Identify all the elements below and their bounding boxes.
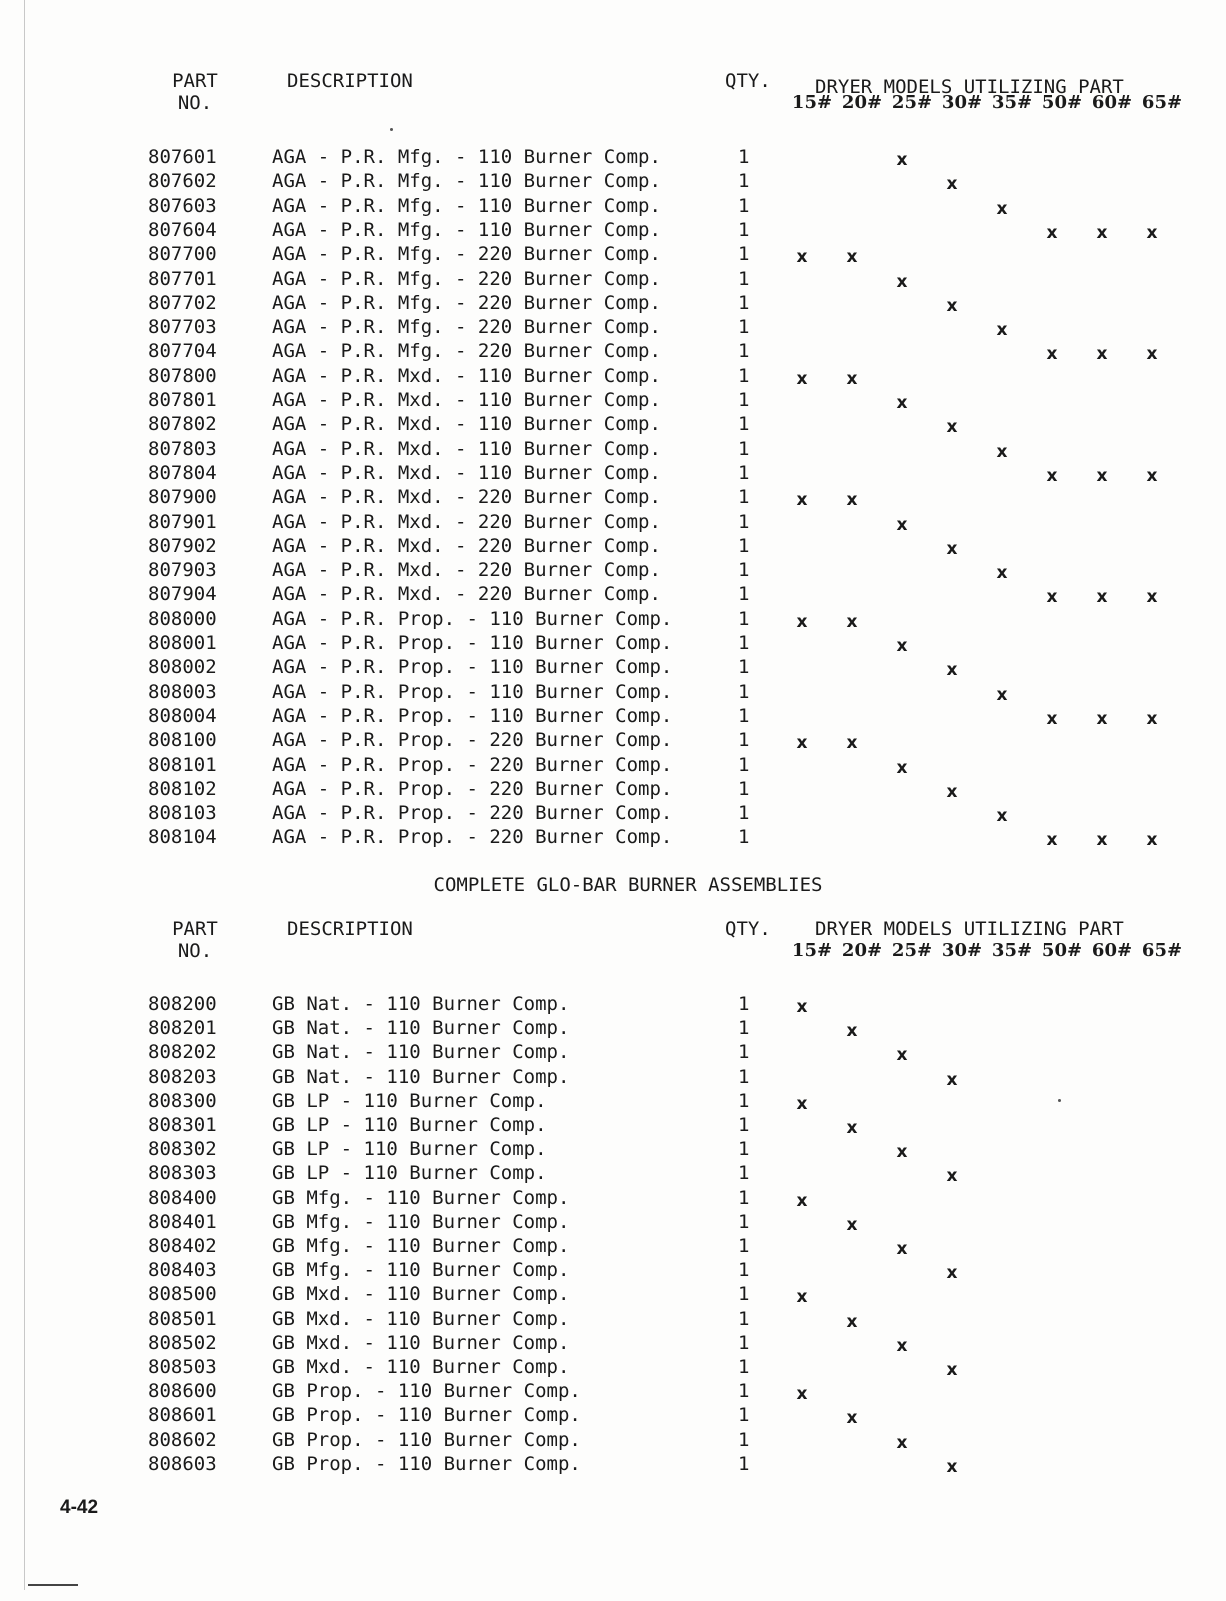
part-description: GB LP - 110 Burner Comp.: [272, 1138, 547, 1161]
part-description: GB Mfg. - 110 Burner Comp.: [272, 1210, 570, 1233]
quantity: 1: [738, 1259, 750, 1282]
table-row: [0, 1137, 1226, 1161]
quantity: 1: [738, 656, 750, 679]
model-mark-60: x: [1096, 587, 1108, 608]
table-row: [0, 1210, 1226, 1234]
quantity: 1: [738, 1114, 750, 1136]
table-row: [0, 1065, 1226, 1089]
part-number: 808100: [148, 729, 217, 752]
part-description: AGA - P.R. Mxd. - 220 Burner Comp.: [272, 510, 661, 533]
quantity: 1: [738, 1356, 750, 1378]
quantity: 1: [738, 583, 750, 606]
header-no: NO.: [177, 940, 213, 962]
part-description: GB Prop. - 110 Burner Comp.: [272, 1428, 581, 1451]
quantity: 1: [738, 607, 750, 630]
model-mark-60: x: [1096, 830, 1108, 851]
part-number: 808302: [148, 1138, 217, 1161]
table-row: [0, 169, 1226, 193]
model-mark-30: x: [946, 417, 958, 438]
model-mark-30: x: [946, 174, 958, 195]
model-mark-15: x: [796, 1190, 808, 1211]
part-description: AGA - P.R. Mfg. - 110 Burner Comp.: [272, 146, 661, 168]
model-mark-50: x: [1046, 830, 1058, 851]
part-description: AGA - P.R. Mxd. - 220 Burner Comp.: [272, 559, 661, 582]
part-description: GB Mfg. - 110 Burner Comp.: [272, 1235, 570, 1257]
part-description: GB LP - 110 Burner Comp.: [272, 1162, 547, 1185]
header-model-15: 15#: [791, 940, 833, 961]
table-row: [0, 1282, 1226, 1306]
quantity: 1: [738, 1380, 750, 1403]
quantity: 1: [738, 1017, 750, 1040]
quantity: 1: [738, 486, 750, 509]
quantity: 1: [738, 1283, 750, 1306]
model-mark-35: x: [996, 806, 1008, 827]
part-description: AGA - P.R. Mfg. - 220 Burner Comp.: [272, 267, 661, 290]
header-dryer-models: DRYER MODELS UTILIZING PART: [815, 918, 1124, 940]
model-mark-50: x: [1046, 222, 1058, 243]
table-row: [0, 1258, 1226, 1282]
bottom-rule: [28, 1584, 78, 1586]
header-model-65: 65#: [1141, 940, 1183, 961]
part-description: AGA - P.R. Prop. - 220 Burner Comp.: [272, 729, 673, 752]
table-row: [0, 364, 1226, 388]
model-mark-50: x: [1046, 344, 1058, 365]
header-description: DESCRIPTION: [287, 918, 413, 940]
quantity: 1: [738, 170, 750, 193]
part-number: 807700: [148, 243, 217, 266]
part-description: AGA - P.R. Mxd. - 110 Burner Comp.: [272, 364, 661, 387]
speck: [390, 128, 393, 131]
table-row: [0, 1089, 1226, 1113]
part-number: 808603: [148, 1452, 217, 1475]
model-mark-60: x: [1096, 708, 1108, 729]
model-mark-15: x: [796, 490, 808, 511]
table-row: [0, 242, 1226, 266]
table-row: [0, 655, 1226, 679]
quantity: 1: [738, 146, 750, 168]
model-mark-20: x: [846, 733, 858, 754]
table-row: [0, 1016, 1226, 1040]
header-model-50: 50#: [1041, 940, 1083, 961]
quantity: 1: [738, 340, 750, 363]
table-row: [0, 680, 1226, 704]
part-number: 808202: [148, 1041, 217, 1064]
model-mark-30: x: [946, 538, 958, 559]
quantity: 1: [738, 437, 750, 460]
header-model-35: 35#: [991, 92, 1033, 113]
header-qty: QTY.: [725, 918, 771, 940]
table-row: [0, 315, 1226, 339]
model-mark-25: x: [896, 1142, 908, 1163]
part-number: 808201: [148, 1017, 217, 1040]
model-mark-20: x: [846, 247, 858, 268]
table-row: [0, 1161, 1226, 1185]
part-number: 808003: [148, 680, 217, 703]
table-row: [0, 1452, 1226, 1476]
quantity: 1: [738, 1452, 750, 1475]
table-row: [0, 534, 1226, 558]
quantity: 1: [738, 1210, 750, 1233]
quantity: 1: [738, 1235, 750, 1257]
model-mark-60: x: [1096, 465, 1108, 486]
header-model-15: 15#: [791, 92, 833, 113]
part-number: 807900: [148, 486, 217, 509]
table-row: [0, 801, 1226, 825]
part-description: AGA - P.R. Prop. - 110 Burner Comp.: [272, 704, 673, 727]
part-number: 807701: [148, 267, 217, 290]
model-mark-25: x: [896, 1239, 908, 1259]
quantity: 1: [738, 802, 750, 825]
part-number: 808002: [148, 656, 217, 679]
table-row: [0, 485, 1226, 509]
part-description: GB Nat. - 110 Burner Comp.: [272, 1017, 570, 1040]
quantity: 1: [738, 1186, 750, 1209]
model-mark-15: x: [796, 611, 808, 632]
model-mark-35: x: [996, 441, 1008, 462]
table-row: [0, 339, 1226, 363]
part-number: 808503: [148, 1356, 217, 1378]
model-mark-15: x: [796, 997, 808, 1017]
part-description: AGA - P.R. Mxd. - 220 Burner Comp.: [272, 583, 661, 606]
part-number: 808104: [148, 826, 217, 849]
header-dryer-models: DRYER MODELS UTILIZING PART: [815, 76, 1124, 98]
quantity: 1: [738, 1331, 750, 1354]
part-description: GB Mxd. - 110 Burner Comp.: [272, 1307, 570, 1330]
quantity: 1: [738, 1089, 750, 1112]
model-mark-25: x: [896, 271, 908, 292]
model-mark-30: x: [946, 781, 958, 802]
header-no: NO.: [177, 92, 213, 114]
part-number: 807801: [148, 389, 217, 411]
model-mark-15: x: [796, 1093, 808, 1114]
table-row: [0, 1040, 1226, 1064]
part-description: GB Mxd. - 110 Burner Comp.: [272, 1331, 570, 1354]
part-description: AGA - P.R. Mfg. - 110 Burner Comp.: [272, 170, 661, 193]
model-mark-50: x: [1046, 465, 1058, 486]
part-number: 807604: [148, 218, 217, 241]
model-mark-20: x: [846, 1021, 858, 1042]
table-row: [0, 1307, 1226, 1331]
part-number: 808502: [148, 1331, 217, 1354]
part-description: GB Mfg. - 110 Burner Comp.: [272, 1186, 570, 1209]
model-mark-65: x: [1146, 465, 1158, 486]
part-description: GB Prop. - 110 Burner Comp.: [272, 1404, 581, 1427]
quantity: 1: [738, 1428, 750, 1451]
part-number: 808203: [148, 1065, 217, 1088]
table-row: [0, 510, 1226, 534]
part-number: 808602: [148, 1428, 217, 1451]
table-row: [0, 607, 1226, 631]
model-mark-30: x: [946, 660, 958, 681]
table-row: [0, 145, 1226, 169]
quantity: 1: [738, 243, 750, 266]
part-number: 808501: [148, 1307, 217, 1330]
table-row: [0, 1113, 1226, 1137]
model-mark-30: x: [946, 1069, 958, 1090]
part-number: 807802: [148, 413, 217, 436]
part-number: 807704: [148, 340, 217, 363]
part-description: GB Nat. - 110 Burner Comp.: [272, 1065, 570, 1088]
quantity: 1: [738, 993, 750, 1015]
model-mark-30: x: [946, 1166, 958, 1187]
model-mark-60: x: [1096, 344, 1108, 365]
quantity: 1: [738, 1404, 750, 1427]
part-description: GB Nat. - 110 Burner Comp.: [272, 993, 570, 1015]
part-description: AGA - P.R. Mfg. - 110 Burner Comp.: [272, 218, 661, 241]
quantity: 1: [738, 316, 750, 339]
part-description: AGA - P.R. Mxd. - 110 Burner Comp.: [272, 413, 661, 436]
quantity: 1: [738, 413, 750, 436]
part-number: 808402: [148, 1235, 217, 1257]
part-description: AGA - P.R. Prop. - 110 Burner Comp.: [272, 656, 673, 679]
quantity: 1: [738, 364, 750, 387]
table-row: [0, 992, 1226, 1016]
part-description: AGA - P.R. Prop. - 220 Burner Comp.: [272, 777, 673, 800]
model-mark-15: x: [796, 247, 808, 268]
header-model-50: 50#: [1041, 92, 1083, 113]
table-row: [0, 825, 1226, 849]
quantity: 1: [738, 777, 750, 800]
table-row: [0, 1403, 1226, 1427]
part-number: 808500: [148, 1283, 217, 1306]
model-mark-30: x: [946, 1263, 958, 1284]
model-mark-20: x: [846, 368, 858, 389]
table-row: [0, 753, 1226, 777]
table-row: [0, 631, 1226, 655]
header-model-25: 25#: [891, 940, 933, 961]
quantity: 1: [738, 729, 750, 752]
model-mark-20: x: [846, 1408, 858, 1429]
part-number: 808200: [148, 993, 217, 1015]
quantity: 1: [738, 632, 750, 654]
table-row: [0, 412, 1226, 436]
part-number: 807703: [148, 316, 217, 339]
quantity: 1: [738, 1162, 750, 1185]
model-mark-30: x: [946, 1456, 958, 1477]
table-row: [0, 1355, 1226, 1379]
part-description: GB Prop. - 110 Burner Comp.: [272, 1452, 581, 1475]
part-description: AGA - P.R. Mxd. - 220 Burner Comp.: [272, 486, 661, 509]
part-description: AGA - P.R. Mxd. - 110 Burner Comp.: [272, 437, 661, 460]
model-mark-15: x: [796, 1384, 808, 1405]
part-number: 808101: [148, 753, 217, 776]
model-mark-35: x: [996, 198, 1008, 219]
model-mark-30: x: [946, 1360, 958, 1380]
table-row: [0, 267, 1226, 291]
quantity: 1: [738, 753, 750, 776]
part-description: GB Mxd. - 110 Burner Comp.: [272, 1356, 570, 1378]
quantity: 1: [738, 1307, 750, 1330]
table-row: [0, 1379, 1226, 1403]
part-number: 807702: [148, 291, 217, 314]
part-number: 808004: [148, 704, 217, 727]
header-model-60: 60#: [1091, 940, 1133, 961]
part-number: 808303: [148, 1162, 217, 1185]
header-model-20: 20#: [841, 92, 883, 113]
model-mark-35: x: [996, 320, 1008, 341]
part-number: 808403: [148, 1259, 217, 1282]
section-title: COMPLETE GLO-BAR BURNER ASSEMBLIES: [433, 874, 823, 896]
model-mark-35: x: [996, 684, 1008, 705]
part-description: GB Mfg. - 110 Burner Comp.: [272, 1259, 570, 1282]
quantity: 1: [738, 218, 750, 241]
model-mark-60: x: [1096, 222, 1108, 243]
header-model-60: 60#: [1091, 92, 1133, 113]
table-row: [0, 777, 1226, 801]
part-number: 807803: [148, 437, 217, 460]
header-description: DESCRIPTION: [287, 70, 413, 92]
model-mark-25: x: [896, 150, 908, 170]
header-model-30: 30#: [941, 92, 983, 113]
table-row: [0, 728, 1226, 752]
table-row: [0, 218, 1226, 242]
model-mark-65: x: [1146, 708, 1158, 729]
model-mark-65: x: [1146, 344, 1158, 365]
header-part: PART: [172, 70, 218, 92]
table-row: [0, 1186, 1226, 1210]
part-description: AGA - P.R. Mfg. - 220 Burner Comp.: [272, 340, 661, 363]
model-mark-65: x: [1146, 587, 1158, 608]
model-mark-15: x: [796, 733, 808, 754]
quantity: 1: [738, 559, 750, 582]
model-mark-30: x: [946, 295, 958, 316]
part-number: 808401: [148, 1210, 217, 1233]
quantity: 1: [738, 194, 750, 217]
part-number: 807902: [148, 534, 217, 557]
model-mark-35: x: [996, 563, 1008, 584]
part-number: 807603: [148, 194, 217, 217]
part-number: 808601: [148, 1404, 217, 1427]
quantity: 1: [738, 680, 750, 703]
part-description: GB Prop. - 110 Burner Comp.: [272, 1380, 581, 1403]
part-description: AGA - P.R. Mxd. - 220 Burner Comp.: [272, 534, 661, 557]
header-model-25: 25#: [891, 92, 933, 113]
part-number: 808600: [148, 1380, 217, 1403]
model-mark-50: x: [1046, 587, 1058, 608]
part-number: 807901: [148, 510, 217, 533]
part-description: AGA - P.R. Prop. - 220 Burner Comp.: [272, 802, 673, 825]
part-number: 808300: [148, 1089, 217, 1112]
quantity: 1: [738, 1138, 750, 1161]
model-mark-65: x: [1146, 222, 1158, 243]
model-mark-25: x: [896, 1045, 908, 1066]
part-number: 808000: [148, 607, 217, 630]
part-number: 807904: [148, 583, 217, 606]
header-model-30: 30#: [941, 940, 983, 961]
part-number: 808001: [148, 632, 217, 654]
part-number: 807903: [148, 559, 217, 582]
model-mark-50: x: [1046, 708, 1058, 729]
table-row: [0, 704, 1226, 728]
part-number: 808301: [148, 1114, 217, 1136]
table-row: [0, 1234, 1226, 1258]
part-description: AGA - P.R. Mfg. - 220 Burner Comp.: [272, 316, 661, 339]
part-description: GB Nat. - 110 Burner Comp.: [272, 1041, 570, 1064]
header-part: PART: [172, 918, 218, 940]
quantity: 1: [738, 1041, 750, 1064]
model-mark-20: x: [846, 1311, 858, 1332]
part-number: 807800: [148, 364, 217, 387]
model-mark-15: x: [796, 1287, 808, 1308]
part-description: GB Mxd. - 110 Burner Comp.: [272, 1283, 570, 1306]
speck: [1058, 1099, 1061, 1102]
part-description: AGA - P.R. Prop. - 110 Burner Comp.: [272, 632, 673, 654]
page-number: 4-42: [60, 1497, 99, 1518]
model-mark-20: x: [846, 1214, 858, 1235]
model-mark-25: x: [896, 1335, 908, 1356]
table-row: [0, 194, 1226, 218]
part-number: 807602: [148, 170, 217, 193]
part-description: GB LP - 110 Burner Comp.: [272, 1114, 547, 1136]
model-mark-25: x: [896, 1432, 908, 1453]
header-model-65: 65#: [1141, 92, 1183, 113]
part-number: 808102: [148, 777, 217, 800]
part-description: AGA - P.R. Mfg. - 220 Burner Comp.: [272, 243, 661, 266]
quantity: 1: [738, 461, 750, 484]
part-description: AGA - P.R. Prop. - 110 Burner Comp.: [272, 680, 673, 703]
part-number: 807804: [148, 461, 217, 484]
table-row: [0, 437, 1226, 461]
header-qty: QTY.: [725, 70, 771, 92]
table-row: [0, 558, 1226, 582]
table-row: [0, 461, 1226, 485]
part-description: AGA - P.R. Mxd. - 110 Burner Comp.: [272, 461, 661, 484]
quantity: 1: [738, 1065, 750, 1088]
quantity: 1: [738, 291, 750, 314]
part-description: AGA - P.R. Prop. - 220 Burner Comp.: [272, 753, 673, 776]
quantity: 1: [738, 826, 750, 849]
part-number: 808400: [148, 1186, 217, 1209]
model-mark-65: x: [1146, 830, 1158, 851]
model-mark-25: x: [896, 636, 908, 656]
model-mark-25: x: [896, 757, 908, 778]
header-model-35: 35#: [991, 940, 1033, 961]
table-row: [0, 291, 1226, 315]
table-row: [0, 388, 1226, 412]
quantity: 1: [738, 704, 750, 727]
quantity: 1: [738, 389, 750, 411]
quantity: 1: [738, 510, 750, 533]
header-model-20: 20#: [841, 940, 883, 961]
part-description: AGA - P.R. Mfg. - 110 Burner Comp.: [272, 194, 661, 217]
model-mark-25: x: [896, 514, 908, 535]
quantity: 1: [738, 534, 750, 557]
model-mark-20: x: [846, 611, 858, 632]
part-number: 808103: [148, 802, 217, 825]
part-description: AGA - P.R. Mxd. - 110 Burner Comp.: [272, 389, 661, 411]
model-mark-20: x: [846, 1118, 858, 1138]
quantity: 1: [738, 267, 750, 290]
part-description: AGA - P.R. Prop. - 110 Burner Comp.: [272, 607, 673, 630]
part-description: AGA - P.R. Prop. - 220 Burner Comp.: [272, 826, 673, 849]
part-number: 807601: [148, 146, 217, 168]
table-row: [0, 582, 1226, 606]
part-description: AGA - P.R. Mfg. - 220 Burner Comp.: [272, 291, 661, 314]
model-mark-20: x: [846, 490, 858, 511]
table-row: [0, 1331, 1226, 1355]
model-mark-15: x: [796, 368, 808, 389]
table-row: [0, 1428, 1226, 1452]
part-description: GB LP - 110 Burner Comp.: [272, 1089, 547, 1112]
model-mark-25: x: [896, 393, 908, 413]
